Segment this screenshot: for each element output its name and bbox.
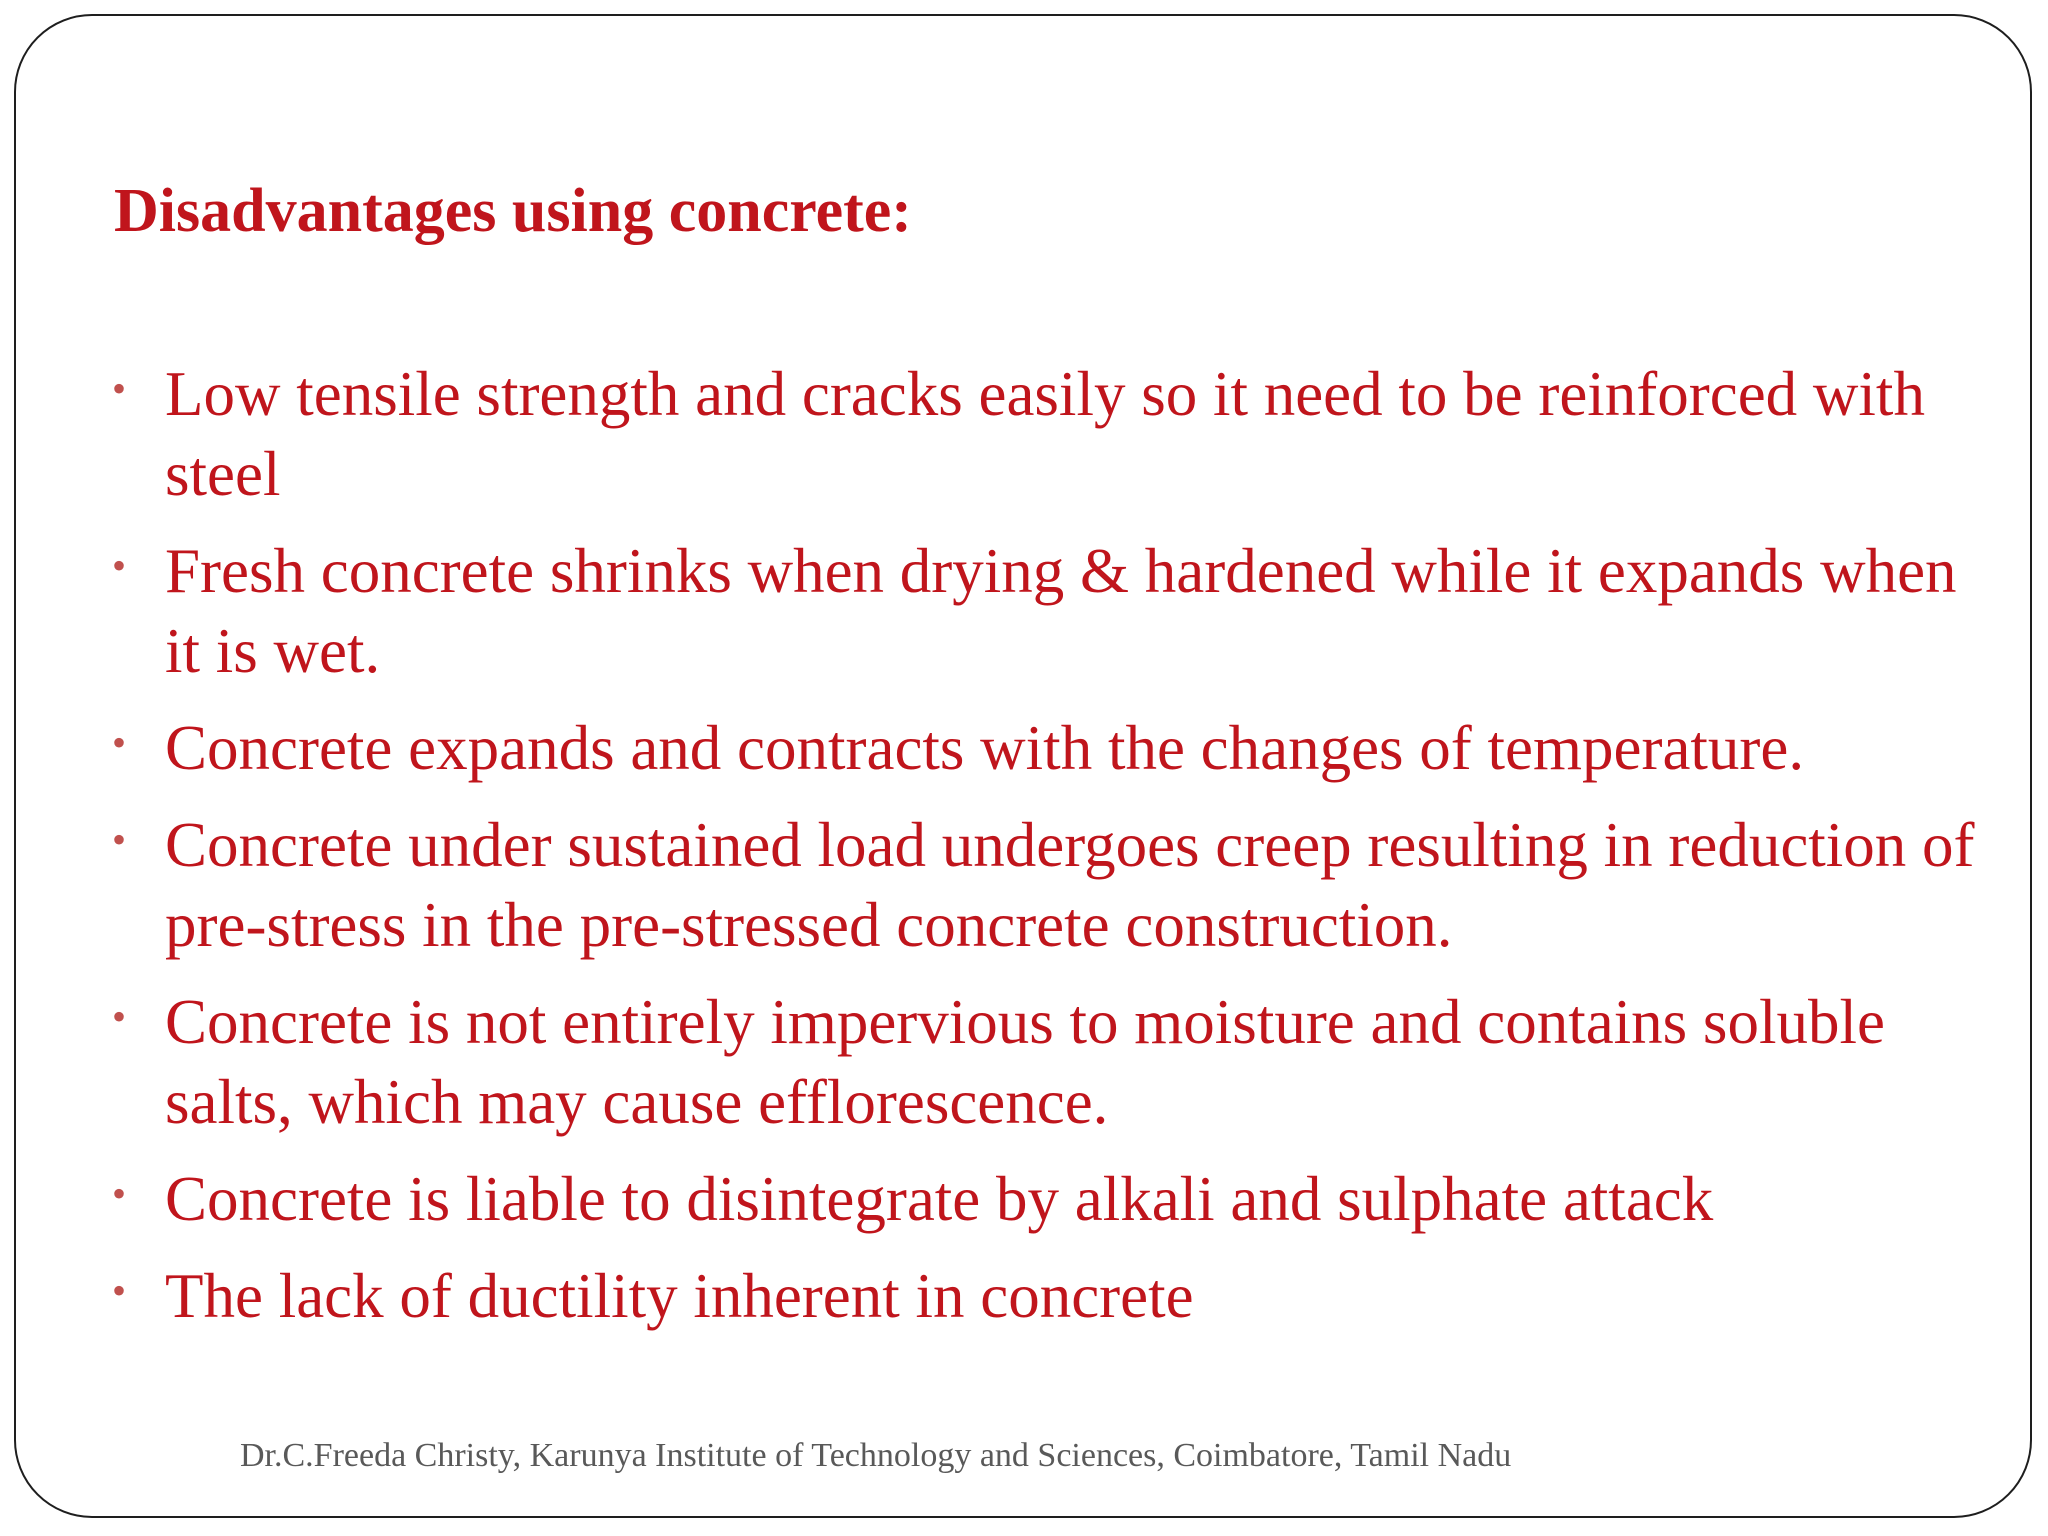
bullet-item	[112, 354, 1992, 514]
bullet-list	[112, 354, 1992, 1353]
bullet-point-icon: •	[112, 366, 127, 411]
bullet-point-icon: •	[112, 1171, 127, 1216]
bullet-item	[112, 708, 1992, 788]
bullet-text: The lack of ductility inherent in concrete	[165, 1261, 1194, 1331]
bullet-item	[112, 805, 1992, 965]
slide-frame	[14, 14, 2032, 1518]
bullet-point-icon: •	[112, 1268, 127, 1313]
bullet-item	[112, 1256, 1992, 1336]
bullet-text: Concrete expands and contracts with the changes of temperature.	[165, 713, 1805, 783]
bullet-point-icon: •	[112, 817, 127, 862]
bullet-item	[112, 1159, 1992, 1239]
bullet-text: Concrete is not entirely impervious to moisture and contains soluble salts, which may cause efflorescence.	[165, 987, 1885, 1137]
bullet-text: Low tensile strength and cracks easily so it need to be reinforced with steel	[165, 359, 1925, 509]
bullet-point-icon: •	[112, 994, 127, 1039]
bullet-item	[112, 982, 1992, 1142]
bullet-text: Fresh concrete shrinks when drying & hardened while it expands when it is wet.	[165, 536, 1957, 686]
bullet-text: Concrete under sustained load undergoes creep resulting in reduction of pre-stress in the pre-stressed concrete construction.	[165, 810, 1975, 960]
slide-footer: Dr.C.Freeda Christy, Karunya Institute of Technology and Sciences, Coimbatore, Tamil Nadu	[240, 1437, 1512, 1474]
bullet-item	[112, 531, 1992, 691]
bullet-point-icon: •	[112, 543, 127, 588]
bullet-point-icon: •	[112, 720, 127, 765]
bullet-text: Concrete is liable to disintegrate by alkali and sulphate attack	[165, 1164, 1714, 1234]
slide-title: Disadvantages using concrete:	[114, 177, 912, 245]
